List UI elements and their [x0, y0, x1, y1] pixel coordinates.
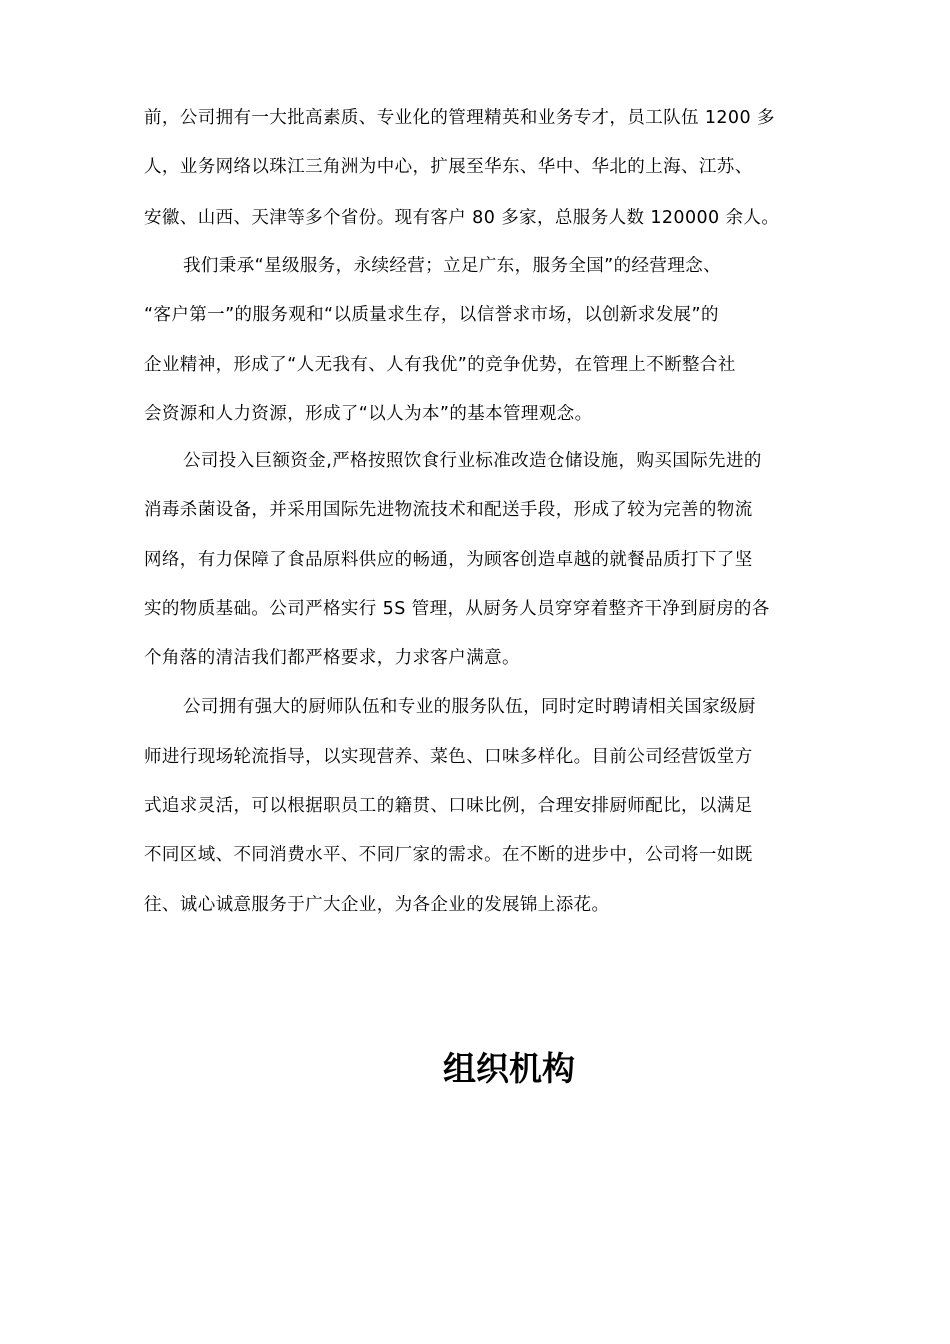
text-line: 人，业务网络以珠江三角洲为中心，扩展至华东、华中、华北的上海、江苏、 — [144, 157, 753, 177]
text-line: 个角落的清洁我们都严格要求，力求客户满意。 — [144, 648, 520, 668]
text-line: 网络，有力保障了食品原料供应的畅通，为顾客创造卓越的就餐品质打下了坚 — [144, 550, 753, 570]
text-line: 实的物质基础。公司严格实行 5S 管理，从厨务人员穿穿着整齐干净到厨房的各 — [144, 599, 770, 619]
text-line: 会资源和人力资源，形成了“以人为本”的基本管理观念。 — [144, 404, 593, 424]
section-heading-organization: 组织机构 — [443, 1049, 575, 1088]
text-line: 公司投入巨额资金,严格按照饮食行业标准改造仓储设施，购买国际先进的 — [183, 451, 762, 471]
text-line: 往、诚心诚意服务于广大企业，为各企业的发展锦上添花。 — [144, 895, 610, 915]
text-line: 不同区域、不同消费水平、不同厂家的需求。在不断的进步中，公司将一如既 — [144, 845, 753, 865]
text-line: 企业精神，形成了“人无我有、人有我优”的竞争优势，在管理上不断整合社 — [144, 355, 736, 375]
text-line: 安徽、山西、天津等多个省份。现有客户 80 多家，总服务人数 120000 余人。 — [144, 208, 780, 228]
text-line: 我们秉承“星级服务，永续经营；立足广东，服务全国”的经营理念、 — [183, 256, 722, 276]
text-line: 前，公司拥有一大批高素质、专业化的管理精英和业务专才，员工队伍 1200 多 — [144, 108, 775, 128]
text-line: 公司拥有强大的厨师队伍和专业的服务队伍，同时定时聘请相关国家级厨 — [183, 697, 756, 717]
text-line: “客户第一”的服务观和“以质量求生存，以信誉求市场，以创新求发展”的 — [144, 305, 719, 325]
text-line: 式追求灵活，可以根据职员工的籍贯、口味比例，合理安排厨师配比，以满足 — [144, 796, 753, 816]
text-line: 消毒杀菌设备，并采用国际先进物流技术和配送手段，形成了较为完善的物流 — [144, 500, 753, 520]
text-line: 师进行现场轮流指导，以实现营养、菜色、口味多样化。目前公司经营饭堂方 — [144, 747, 753, 767]
